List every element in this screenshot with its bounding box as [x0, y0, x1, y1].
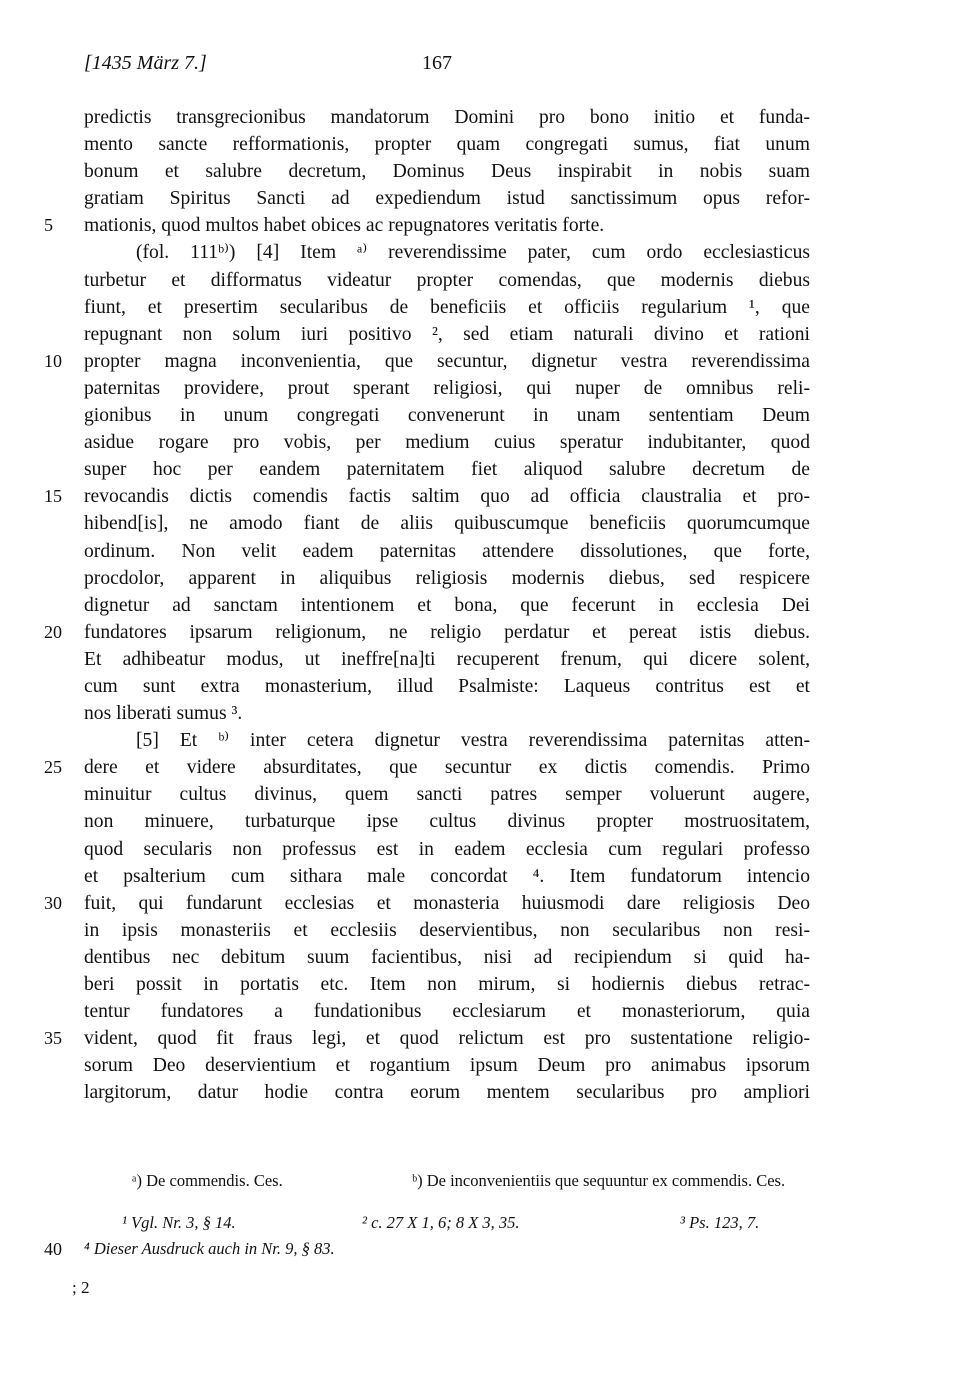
source-note-2: ² c. 27 X 1, 6; 8 X 3, 35.: [362, 1213, 520, 1232]
line-text: procdolor, apparent in aliquibus religiosis modernis diebus, sed respicere: [84, 567, 810, 589]
page-number: 167: [422, 52, 452, 74]
text-line: [84, 185, 810, 212]
line-text: [5] Et ᵇ⁾ inter cetera dignetur vestra reverendissima paternitas atten-: [136, 730, 810, 752]
line-text: largitorum, datur hodie contra eorum mentem secularibus pro ampliori: [84, 1082, 810, 1104]
line-text: minuitur cultus divinus, quem sancti patres semper voluerunt augere,: [84, 784, 810, 806]
text-line: [44, 754, 810, 781]
line-text: turbetur et difformatus videatur propter comendas, que modernis diebus: [84, 269, 810, 291]
text-line: [84, 592, 810, 619]
text-line: [84, 267, 810, 294]
text-line: [84, 836, 810, 863]
text-line: [84, 808, 810, 835]
line-text: nos liberati sumus ³.: [84, 703, 243, 725]
text-line: [84, 131, 810, 158]
text-line: [84, 538, 810, 565]
text-line: [84, 239, 810, 266]
text-line: [84, 510, 810, 537]
running-header: [84, 52, 804, 82]
line-text: quod secularis non professus est in eadem ecclesia cum regulari professo: [84, 838, 810, 860]
source-note-1: ¹ Vgl. Nr. 3, § 14.: [122, 1213, 236, 1232]
source-note-3: ³ Ps. 123, 7.: [680, 1213, 760, 1232]
line-text: asidue rogare pro vobis, per medium cuius speratur indubitanter, quod: [84, 432, 810, 454]
critical-note-b: ᵇ) De inconvenientiis que sequuntur ex commendis. Ces.: [412, 1171, 786, 1190]
text-line: [84, 673, 810, 700]
line-text: Et adhibeatur modus, ut ineffre[na]ti recuperent frenum, qui dicere solent,: [84, 648, 810, 670]
line-text: mationis, quod multos habet obices ac repugnatores veritatis forte.: [84, 215, 605, 237]
text-line: [84, 429, 810, 456]
line-text: (fol. 111ᵇ⁾) [4] Item ᵃ⁾ reverendissime pater, cum ordo ecclesiasticus: [136, 242, 810, 264]
text-line: [84, 158, 810, 185]
line-text: repugnant non solum iuri positivo ², sed etiam naturali divino et rationi: [84, 323, 810, 345]
text-line: [84, 1079, 810, 1106]
line-number: 5: [44, 215, 53, 236]
line-number: 10: [44, 350, 62, 371]
line-text: dentibus nec debitum suum facientibus, nisi ad recipiendum si quid ha-: [84, 946, 810, 968]
line-number: 15: [44, 486, 62, 507]
text-line: [84, 971, 810, 998]
source-note-4: ⁴ Dieser Ausdruck auch in Nr. 9, § 83.: [84, 1239, 335, 1258]
line-text: bonum et salubre decretum, Dominus Deus inspirabit in nobis suam: [84, 161, 810, 183]
line-number: 35: [44, 1028, 62, 1049]
text-line: [44, 1025, 810, 1052]
text-line: [84, 104, 810, 131]
text-line: [84, 646, 810, 673]
line-text: predictis transgrecionibus mandatorum Domini pro bono initio et funda-: [84, 107, 810, 128]
text-line: [84, 944, 810, 971]
text-line: [84, 1052, 810, 1079]
line-text: fiunt, et presertim secularibus de beneficiis et officiis regularium ¹, que: [84, 296, 810, 318]
line-text: beri possit in portatis etc. Item non mirum, si hodiernis diebus retrac-: [84, 974, 810, 995]
source-notes-row-2: [44, 1236, 810, 1262]
text-line: [44, 619, 810, 646]
footnotes: [44, 1168, 810, 1262]
line-text: et psalterium cum sithara male concordat ⁴. Item fundatorum intencio: [84, 865, 810, 887]
line-text: gionibus in unum congregati convenerunt in unam sententiam Deum: [84, 405, 810, 427]
text-line: [84, 727, 810, 754]
line-text: hibend[is], ne amodo fiant de aliis quibuscumque beneficiis quorumcumque: [84, 513, 810, 535]
source-notes-row-1: [84, 1210, 810, 1236]
line-text: vident, quod fit fraus legi, et quod relictum est pro sustentatione religio-: [84, 1028, 810, 1050]
text-line: [84, 565, 810, 592]
text-line: [84, 863, 810, 890]
line-text: revocandis dictis comendis factis saltim quo ad officia claustralia et pro-: [84, 486, 810, 508]
line-text: ordinum. Non velit eadem paternitas attendere dissolutiones, que forte,: [84, 540, 810, 562]
line-text: gratiam Spiritus Sancti ad expediendum istud sanctissimum opus refor-: [84, 188, 810, 210]
line-text: tentur fundatores a fundationibus ecclesiarum et monasteriorum, quia: [84, 1001, 810, 1023]
header-date: [1435 März 7.]: [84, 52, 207, 74]
text-line: [84, 998, 810, 1025]
line-number: 30: [44, 892, 62, 913]
critical-note-a: ᵃ) De commendis. Ces.: [132, 1171, 283, 1190]
line-text: sorum Deo deservientium et rogantium ipsum Deum pro animabus ipsorum: [84, 1055, 810, 1077]
printer-signature: ; 2: [72, 1278, 90, 1297]
line-text: super hoc per eandem paternitatem fiet aliquod salubre decretum de: [84, 459, 810, 481]
line-text: dignetur ad sanctam intentionem et bona, que fecerunt in ecclesia Dei: [84, 594, 810, 616]
line-text: fundatores ipsarum religionum, ne religio perdatur et pereat istis diebus.: [84, 621, 810, 643]
line-text: in ipsis monasteriis et ecclesiis deservientibus, non secularibus non resi-: [84, 919, 810, 941]
line-number: 40: [44, 1239, 62, 1259]
text-line: [84, 781, 810, 808]
line-text: propter magna inconvenientia, que secuntur, dignetur vestra reverendissima: [84, 350, 810, 372]
line-text: non minuere, turbaturque ipse cultus divinus propter mostruositatem,: [84, 811, 810, 833]
text-line: [84, 321, 810, 348]
critical-apparatus: [84, 1168, 810, 1194]
text-line: [84, 917, 810, 944]
text-line: [44, 212, 810, 239]
text-line: [44, 890, 810, 917]
text-line: [44, 483, 810, 510]
text-line: [84, 402, 810, 429]
line-text: mento sancte refformationis, propter quam congregati sumus, fiat unum: [84, 134, 810, 156]
line-text: fuit, qui fundarunt ecclesias et monasteria huiusmodi dare religiosis Deo: [84, 892, 810, 914]
line-text: paternitas providere, prout sperant religiosi, qui nuper de omnibus reli-: [84, 377, 810, 399]
line-number: 20: [44, 621, 62, 642]
text-line: [44, 348, 810, 375]
text-line: [84, 456, 810, 483]
main-text: [44, 104, 810, 1106]
line-text: dere et videre absurditates, que secuntur ex dictis comendis. Primo: [84, 757, 810, 779]
text-line: [84, 700, 810, 727]
text-line: [84, 294, 810, 321]
line-text: cum sunt extra monasterium, illud Psalmiste: Laqueus contritus est et: [84, 675, 810, 697]
line-number: 25: [44, 757, 62, 778]
text-line: [84, 375, 810, 402]
